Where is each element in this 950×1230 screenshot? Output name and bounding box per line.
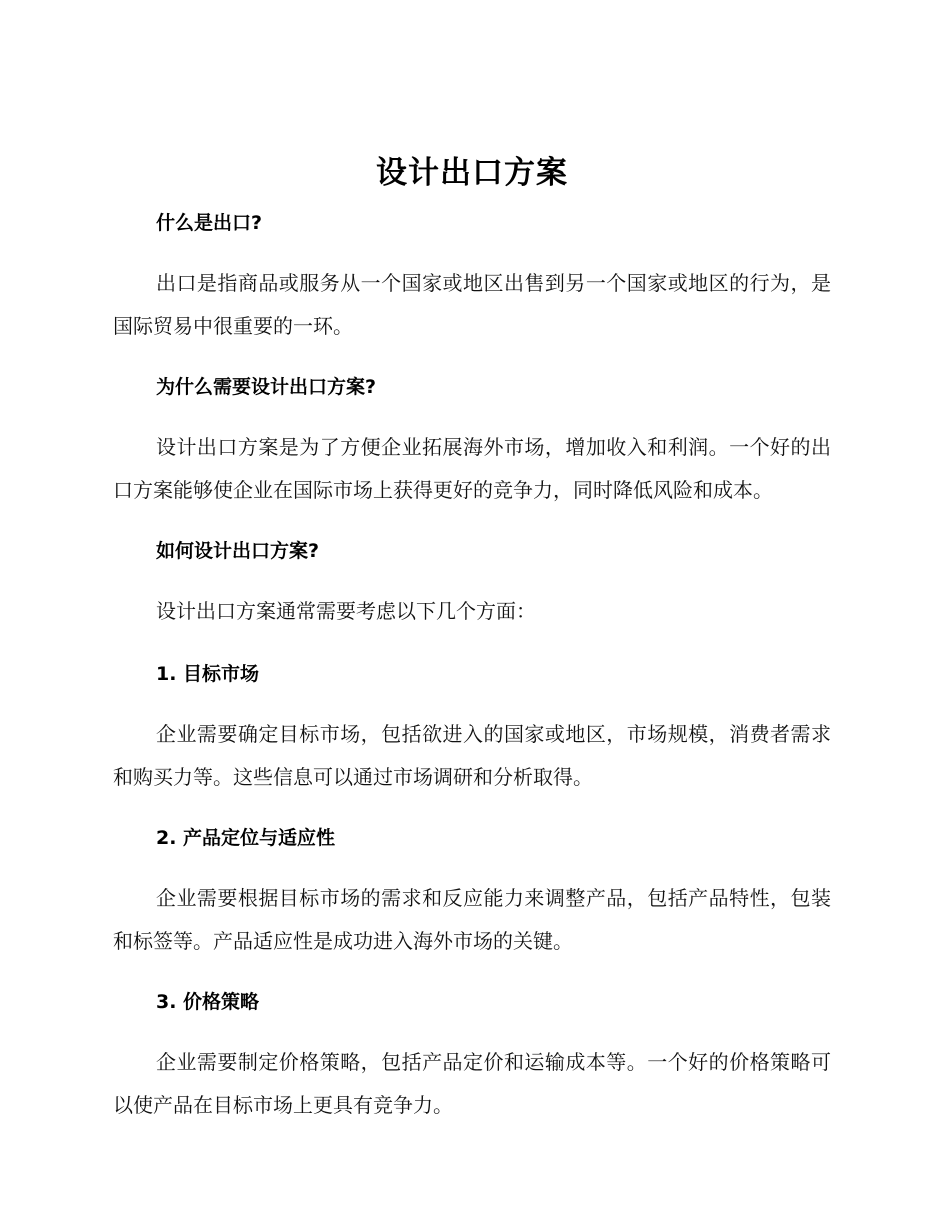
- section-heading: 3. 价格策略: [156, 991, 260, 1013]
- section-pricing-strategy: [113, 989, 831, 1127]
- section-heading: 如何设计出口方案?: [156, 540, 320, 562]
- section-paragraph: 企业需要根据目标市场的需求和反应能力来调整产品，包括产品特性，包装和标签等。产品适应性是成功进入海外市场的关键。: [113, 886, 831, 953]
- section-product-positioning: [113, 825, 831, 963]
- section-paragraph: 企业需要制定价格策略，包括产品定价和运输成本等。一个好的价格策略可以使产品在目标市场上更具有竞争力。: [113, 1050, 831, 1117]
- section-how-to-design: [113, 538, 831, 633]
- section-why-design: [113, 374, 831, 512]
- section-heading: 为什么需要设计出口方案?: [156, 376, 377, 398]
- section-paragraph: 设计出口方案通常需要考虑以下几个方面：: [156, 599, 536, 623]
- section-what-is-export: [113, 210, 831, 348]
- section-target-market: [113, 661, 831, 799]
- section-heading: 1. 目标市场: [156, 663, 260, 685]
- section-paragraph: 企业需要确定目标市场，包括欲进入的国家或地区，市场规模，消费者需求和购买力等。这些信息可以通过市场调研和分析取得。: [113, 722, 831, 789]
- section-paragraph: 设计出口方案是为了方便企业拓展海外市场，增加收入和利润。一个好的出口方案能够使企业在国际市场上获得更好的竞争力，同时降低风险和成本。: [113, 435, 831, 502]
- section-heading: 2. 产品定位与适应性: [156, 827, 336, 849]
- section-heading: 什么是出口?: [156, 212, 263, 234]
- section-paragraph: 出口是指商品或服务从一个国家或地区出售到另一个国家或地区的行为，是国际贸易中很重要的一环。: [113, 271, 831, 338]
- document-page: [113, 150, 831, 1153]
- page-title: 设计出口方案: [376, 155, 568, 191]
